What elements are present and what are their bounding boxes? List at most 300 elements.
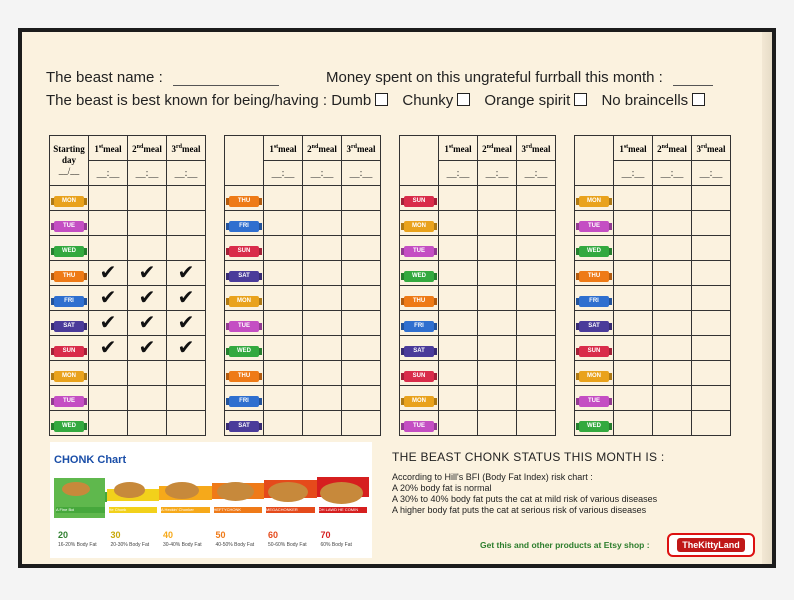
checkbox-chunky[interactable] [457,93,470,106]
meal-check-cell[interactable] [439,361,478,386]
meal-check-cell[interactable] [439,236,478,261]
meal-table-4 [574,135,731,436]
meal-check-cell[interactable] [653,286,692,311]
meal-check-cell[interactable] [128,361,167,386]
meal-check-cell[interactable] [167,261,206,286]
chonk-level-name: A Heckin' Chonker [161,507,210,513]
day-tag: FRI [229,396,259,407]
day-row [575,336,731,361]
status-info [392,472,657,516]
meal-check-cell[interactable] [653,236,692,261]
meal-check-cell[interactable] [89,186,128,211]
meal-check-cell[interactable] [264,286,303,311]
day-row [400,311,556,336]
meal-check-cell[interactable] [439,336,478,361]
day-row [400,336,556,361]
meal-check-cell[interactable] [128,261,167,286]
meal-check-cell[interactable] [517,186,556,211]
meal-check-cell[interactable] [653,411,692,436]
meal-check-cell[interactable] [653,211,692,236]
day-label-cell [50,311,89,336]
day-label-cell [400,336,439,361]
meal-check-cell[interactable] [128,236,167,261]
day-label-cell [400,211,439,236]
day-row [50,311,206,336]
day-label-cell [400,236,439,261]
meal-check-cell[interactable] [167,361,206,386]
day-label-cell [225,311,264,336]
day-row [575,386,731,411]
day-row [50,361,206,386]
meal-check-cell[interactable] [653,186,692,211]
day-tag: SAT [404,346,434,357]
day-row [400,361,556,386]
status-title: THE BEAST CHONK STATUS THIS MONTH IS : [392,450,665,464]
meal-check-cell[interactable] [303,361,342,386]
meal-header-3: 3rdmeal [342,136,381,161]
meal-check-cell[interactable] [264,336,303,361]
meal-check-cell[interactable] [89,311,128,336]
meal-check-cell[interactable] [264,361,303,386]
meal-check-cell[interactable] [303,386,342,411]
meal-header-2: 2ndmeal [128,136,167,161]
chonk-percent: 20 [58,530,69,540]
meal-check-cell[interactable] [128,336,167,361]
day-row [400,411,556,436]
meal-check-cell[interactable] [692,286,731,311]
meal-header-1: 1stmeal [614,136,653,161]
meal-check-cell[interactable] [128,386,167,411]
chonk-percent: 30 [110,530,121,540]
cat-illustration [62,482,90,496]
day-tag: WED [54,246,84,257]
meal-check-cell[interactable] [264,386,303,411]
meal-table-1 [49,135,206,436]
money-field[interactable] [673,71,713,86]
day-tag: THU [54,271,84,282]
day-tag: SAT [54,321,84,332]
check-mark-icon: ✔ [138,335,156,359]
day-tag: MON [229,296,259,307]
day-label-cell [400,386,439,411]
meal-check-cell[interactable] [478,336,517,361]
meal-check-cell[interactable] [128,286,167,311]
day-label-cell [575,336,614,361]
meal-check-cell[interactable] [653,311,692,336]
meal-check-cell[interactable] [692,336,731,361]
meal-header-2: 2ndmeal [653,136,692,161]
meal-check-cell[interactable] [439,386,478,411]
day-label-cell [225,386,264,411]
meal-header-2: 2ndmeal [303,136,342,161]
starting-day-cell[interactable] [225,136,264,186]
day-tag: THU [229,371,259,382]
day-label-cell [50,361,89,386]
day-tag: MON [404,221,434,232]
day-row [400,186,556,211]
meal-check-cell[interactable] [303,411,342,436]
meal-time-field[interactable]: __:__ [89,161,128,186]
meal-check-cell[interactable] [89,336,128,361]
cat-illustration [114,482,145,498]
meal-check-cell[interactable] [167,286,206,311]
meal-check-cell[interactable] [167,186,206,211]
meal-check-cell[interactable] [653,361,692,386]
meal-check-cell[interactable] [478,236,517,261]
meal-check-cell[interactable] [264,311,303,336]
day-row [575,236,731,261]
meal-time-field[interactable]: __:__ [614,161,653,186]
meal-check-cell[interactable] [89,236,128,261]
day-tag: WED [229,346,259,357]
meal-time-field[interactable]: __:__ [517,161,556,186]
starting-day-cell[interactable] [50,136,89,186]
day-tag: TUE [54,221,84,232]
meal-check-cell[interactable] [614,336,653,361]
chonk-percent-sub: 20-30% Body Fat [110,542,150,548]
chonk-percent-sub: 60% Body Fat [320,542,352,548]
meal-time-field[interactable]: __:__ [478,161,517,186]
meal-check-cell[interactable] [264,186,303,211]
meal-check-cell[interactable] [167,386,206,411]
day-row [50,186,206,211]
day-tag: WED [54,421,84,432]
day-tag: SAT [229,421,259,432]
check-mark-icon: ✔ [177,335,195,359]
day-label-cell [575,236,614,261]
meal-check-cell[interactable] [342,311,381,336]
day-row [575,411,731,436]
status-line: A higher body fat puts the cat at serious risk of various diseases [392,505,647,515]
day-row [575,186,731,211]
meal-time-field[interactable]: __:__ [342,161,381,186]
meal-check-cell[interactable] [439,286,478,311]
meal-check-cell[interactable] [128,211,167,236]
chonk-percent-sub: 16-20% Body Fat [58,542,97,548]
day-label-cell [225,211,264,236]
meal-check-cell[interactable] [692,386,731,411]
day-label-cell [225,361,264,386]
meal-check-cell[interactable] [167,311,206,336]
cat-illustration [165,482,199,499]
day-label-cell [575,186,614,211]
day-label-cell [225,186,264,211]
known-for-label: The beast is best known for being/having : [46,92,328,109]
meal-check-cell[interactable] [89,211,128,236]
day-tag: TUE [229,321,259,332]
checkbox-no-braincells[interactable] [692,93,705,106]
meal-check-cell[interactable] [614,361,653,386]
day-tag: TUE [404,246,434,257]
meal-check-cell[interactable] [653,261,692,286]
meal-check-cell[interactable] [614,236,653,261]
meal-header-1: 1stmeal [89,136,128,161]
day-row [50,261,206,286]
day-label-cell [400,261,439,286]
day-row [575,286,731,311]
meal-check-cell[interactable] [614,211,653,236]
day-label-cell [400,186,439,211]
meal-check-cell[interactable] [478,211,517,236]
meal-check-cell[interactable] [167,411,206,436]
chonk-level-name: OH LAWD HE COMIN [319,507,368,513]
meal-check-cell[interactable] [439,261,478,286]
meal-check-cell[interactable] [167,336,206,361]
meal-time-field[interactable]: __:__ [303,161,342,186]
meal-check-cell[interactable] [517,386,556,411]
check-mark-icon: ✔ [99,260,117,284]
meal-check-cell[interactable] [692,261,731,286]
meal-time-field[interactable]: __:__ [264,161,303,186]
starting-day-cell[interactable] [575,136,614,186]
day-label-cell [50,286,89,311]
day-tag: WED [579,246,609,257]
money-row [326,69,713,86]
meal-check-cell[interactable] [303,261,342,286]
beast-name-row [46,69,279,86]
chonk-chart [50,442,372,558]
check-mark-icon: ✔ [99,285,117,309]
day-label-cell [575,361,614,386]
status-line: A 20% body fat is normal [392,483,492,493]
meal-check-cell[interactable] [89,286,128,311]
meal-check-cell[interactable] [342,386,381,411]
checkbox-orange-spirit[interactable] [574,93,587,106]
meal-check-cell[interactable] [342,361,381,386]
status-line: A 30% to 40% body fat puts the cat at mild risk of various diseases [392,494,658,504]
meal-check-cell[interactable] [692,211,731,236]
meal-check-cell[interactable] [517,336,556,361]
day-tag: TUE [579,221,609,232]
meal-header-1: 1stmeal [264,136,303,161]
day-label-cell [400,286,439,311]
cat-illustration [217,482,254,501]
starting-day-label: Starting day [53,144,85,165]
meal-check-cell[interactable] [264,411,303,436]
meal-check-cell[interactable] [517,311,556,336]
meal-check-cell[interactable] [167,236,206,261]
meal-check-cell[interactable] [167,211,206,236]
meal-check-cell[interactable] [89,386,128,411]
meal-check-cell[interactable] [439,311,478,336]
day-label-cell [50,261,89,286]
meal-time-field[interactable]: __:__ [692,161,731,186]
meal-check-cell[interactable] [439,411,478,436]
meal-check-cell[interactable] [303,186,342,211]
meal-check-cell[interactable] [478,286,517,311]
meal-table-2 [224,135,381,436]
day-tag: MON [579,196,609,207]
meal-check-cell[interactable] [264,261,303,286]
day-tag: SUN [579,346,609,357]
beast-name-field[interactable] [173,71,279,86]
day-label-cell [50,336,89,361]
meal-check-cell[interactable] [517,211,556,236]
meal-check-cell[interactable] [342,186,381,211]
meal-check-cell[interactable] [342,411,381,436]
meal-check-cell[interactable] [264,236,303,261]
meal-check-cell[interactable] [517,236,556,261]
meal-check-cell[interactable] [89,361,128,386]
meal-check-cell[interactable] [692,186,731,211]
day-tag: FRI [404,321,434,332]
check-mark-icon: ✔ [138,310,156,334]
check-mark-icon: ✔ [138,285,156,309]
meal-check-cell[interactable] [439,211,478,236]
day-row [225,311,381,336]
meal-header-1: 1stmeal [439,136,478,161]
meal-check-cell[interactable] [342,211,381,236]
meal-time-field[interactable]: __:__ [167,161,206,186]
meal-check-cell[interactable] [614,286,653,311]
day-row [225,211,381,236]
meal-check-cell[interactable] [653,336,692,361]
meal-check-cell[interactable] [478,411,517,436]
day-row [575,211,731,236]
starting-day-cell[interactable] [400,136,439,186]
meal-check-cell[interactable] [614,386,653,411]
day-row [50,286,206,311]
meal-check-cell[interactable] [692,311,731,336]
day-label-cell [50,411,89,436]
meal-check-cell[interactable] [478,361,517,386]
meal-check-cell[interactable] [478,186,517,211]
meal-check-cell[interactable] [342,236,381,261]
day-tag: MON [404,396,434,407]
day-tag: MON [579,371,609,382]
chonk-percent: 60 [268,530,279,540]
chonk-level-name: MEGACHONKER [266,507,315,513]
option-dumb: Dumb [331,92,388,109]
day-label-cell [225,336,264,361]
meal-check-cell[interactable] [692,411,731,436]
day-row [225,336,381,361]
meal-check-cell[interactable] [128,186,167,211]
chonk-chart-title: CHONK Chart [54,454,127,466]
shop-badge[interactable] [667,533,755,557]
day-label-cell [575,261,614,286]
meal-check-cell[interactable] [517,361,556,386]
day-row [400,386,556,411]
day-tag: WED [404,271,434,282]
chonk-percent-sub: 50-60% Body Fat [268,542,307,548]
meal-time-field[interactable]: __:__ [439,161,478,186]
day-label-cell [575,211,614,236]
check-mark-icon: ✔ [138,260,156,284]
money-label: Money spent on this ungrateful furrball this month : [326,69,663,86]
day-label-cell [225,411,264,436]
day-label-cell [50,386,89,411]
meal-check-cell[interactable] [303,311,342,336]
day-tag: WED [579,421,609,432]
day-row [225,386,381,411]
meal-check-cell[interactable] [478,311,517,336]
day-tag: FRI [54,296,84,307]
meal-check-cell[interactable] [342,286,381,311]
day-tag: TUE [54,396,84,407]
chonk-percent-sub: 30-40% Body Fat [163,542,202,548]
meal-check-cell[interactable] [128,411,167,436]
meal-check-cell[interactable] [614,311,653,336]
meal-check-cell[interactable] [614,261,653,286]
day-label-cell [575,386,614,411]
meal-check-cell[interactable] [653,386,692,411]
meal-check-cell[interactable] [439,186,478,211]
meal-check-cell[interactable] [614,186,653,211]
meal-time-field[interactable]: __:__ [128,161,167,186]
day-row [225,361,381,386]
day-row [400,211,556,236]
meal-check-cell[interactable] [264,211,303,236]
meal-check-cell[interactable] [342,336,381,361]
known-for-row [46,92,705,109]
day-label-cell [400,361,439,386]
meal-check-cell[interactable] [614,411,653,436]
day-label-cell [225,261,264,286]
starting-day-value: __/__ [58,166,80,176]
day-tag: MON [54,371,84,382]
meal-check-cell[interactable] [517,286,556,311]
check-mark-icon: ✔ [177,285,195,309]
meal-check-cell[interactable] [89,261,128,286]
chonk-level-name: HEFTYCHONK [214,507,263,513]
meal-check-cell[interactable] [128,311,167,336]
day-row [400,261,556,286]
day-row [50,236,206,261]
meal-check-cell[interactable] [89,411,128,436]
day-row [225,186,381,211]
day-tag: FRI [229,221,259,232]
day-row [225,286,381,311]
meal-check-cell[interactable] [517,261,556,286]
planner-sheet [22,32,772,564]
meal-check-cell[interactable] [303,286,342,311]
meal-header-3: 3rdmeal [167,136,206,161]
option-orange-spirit: Orange spirit [484,92,587,109]
meal-check-cell[interactable] [692,361,731,386]
day-tag: THU [404,296,434,307]
meal-header-3: 3rdmeal [692,136,731,161]
meal-check-cell[interactable] [478,261,517,286]
meal-time-field[interactable]: __:__ [653,161,692,186]
check-mark-icon: ✔ [177,260,195,284]
option-chunky: Chunky [402,92,470,109]
check-mark-icon: ✔ [99,335,117,359]
chonk-percent: 50 [215,530,226,540]
chonk-percent-sub: 40-50% Body Fat [215,542,255,548]
checkbox-dumb[interactable] [375,93,388,106]
day-label-cell [50,186,89,211]
meal-check-cell[interactable] [478,386,517,411]
meal-check-cell[interactable] [303,236,342,261]
meal-check-cell[interactable] [517,411,556,436]
meal-check-cell[interactable] [692,236,731,261]
day-row [400,286,556,311]
cat-illustration [320,482,363,504]
etsy-text: Get this and other products at Etsy shop : [480,540,650,550]
day-label-cell [400,311,439,336]
chonk-level-name: He Chonk [109,507,158,513]
check-mark-icon: ✔ [177,310,195,334]
beast-name-label: The beast name : [46,69,163,86]
meal-check-cell[interactable] [303,211,342,236]
meal-check-cell[interactable] [342,261,381,286]
day-row [225,261,381,286]
meal-check-cell[interactable] [303,336,342,361]
day-label-cell [400,411,439,436]
day-tag: SAT [229,271,259,282]
day-row [50,386,206,411]
